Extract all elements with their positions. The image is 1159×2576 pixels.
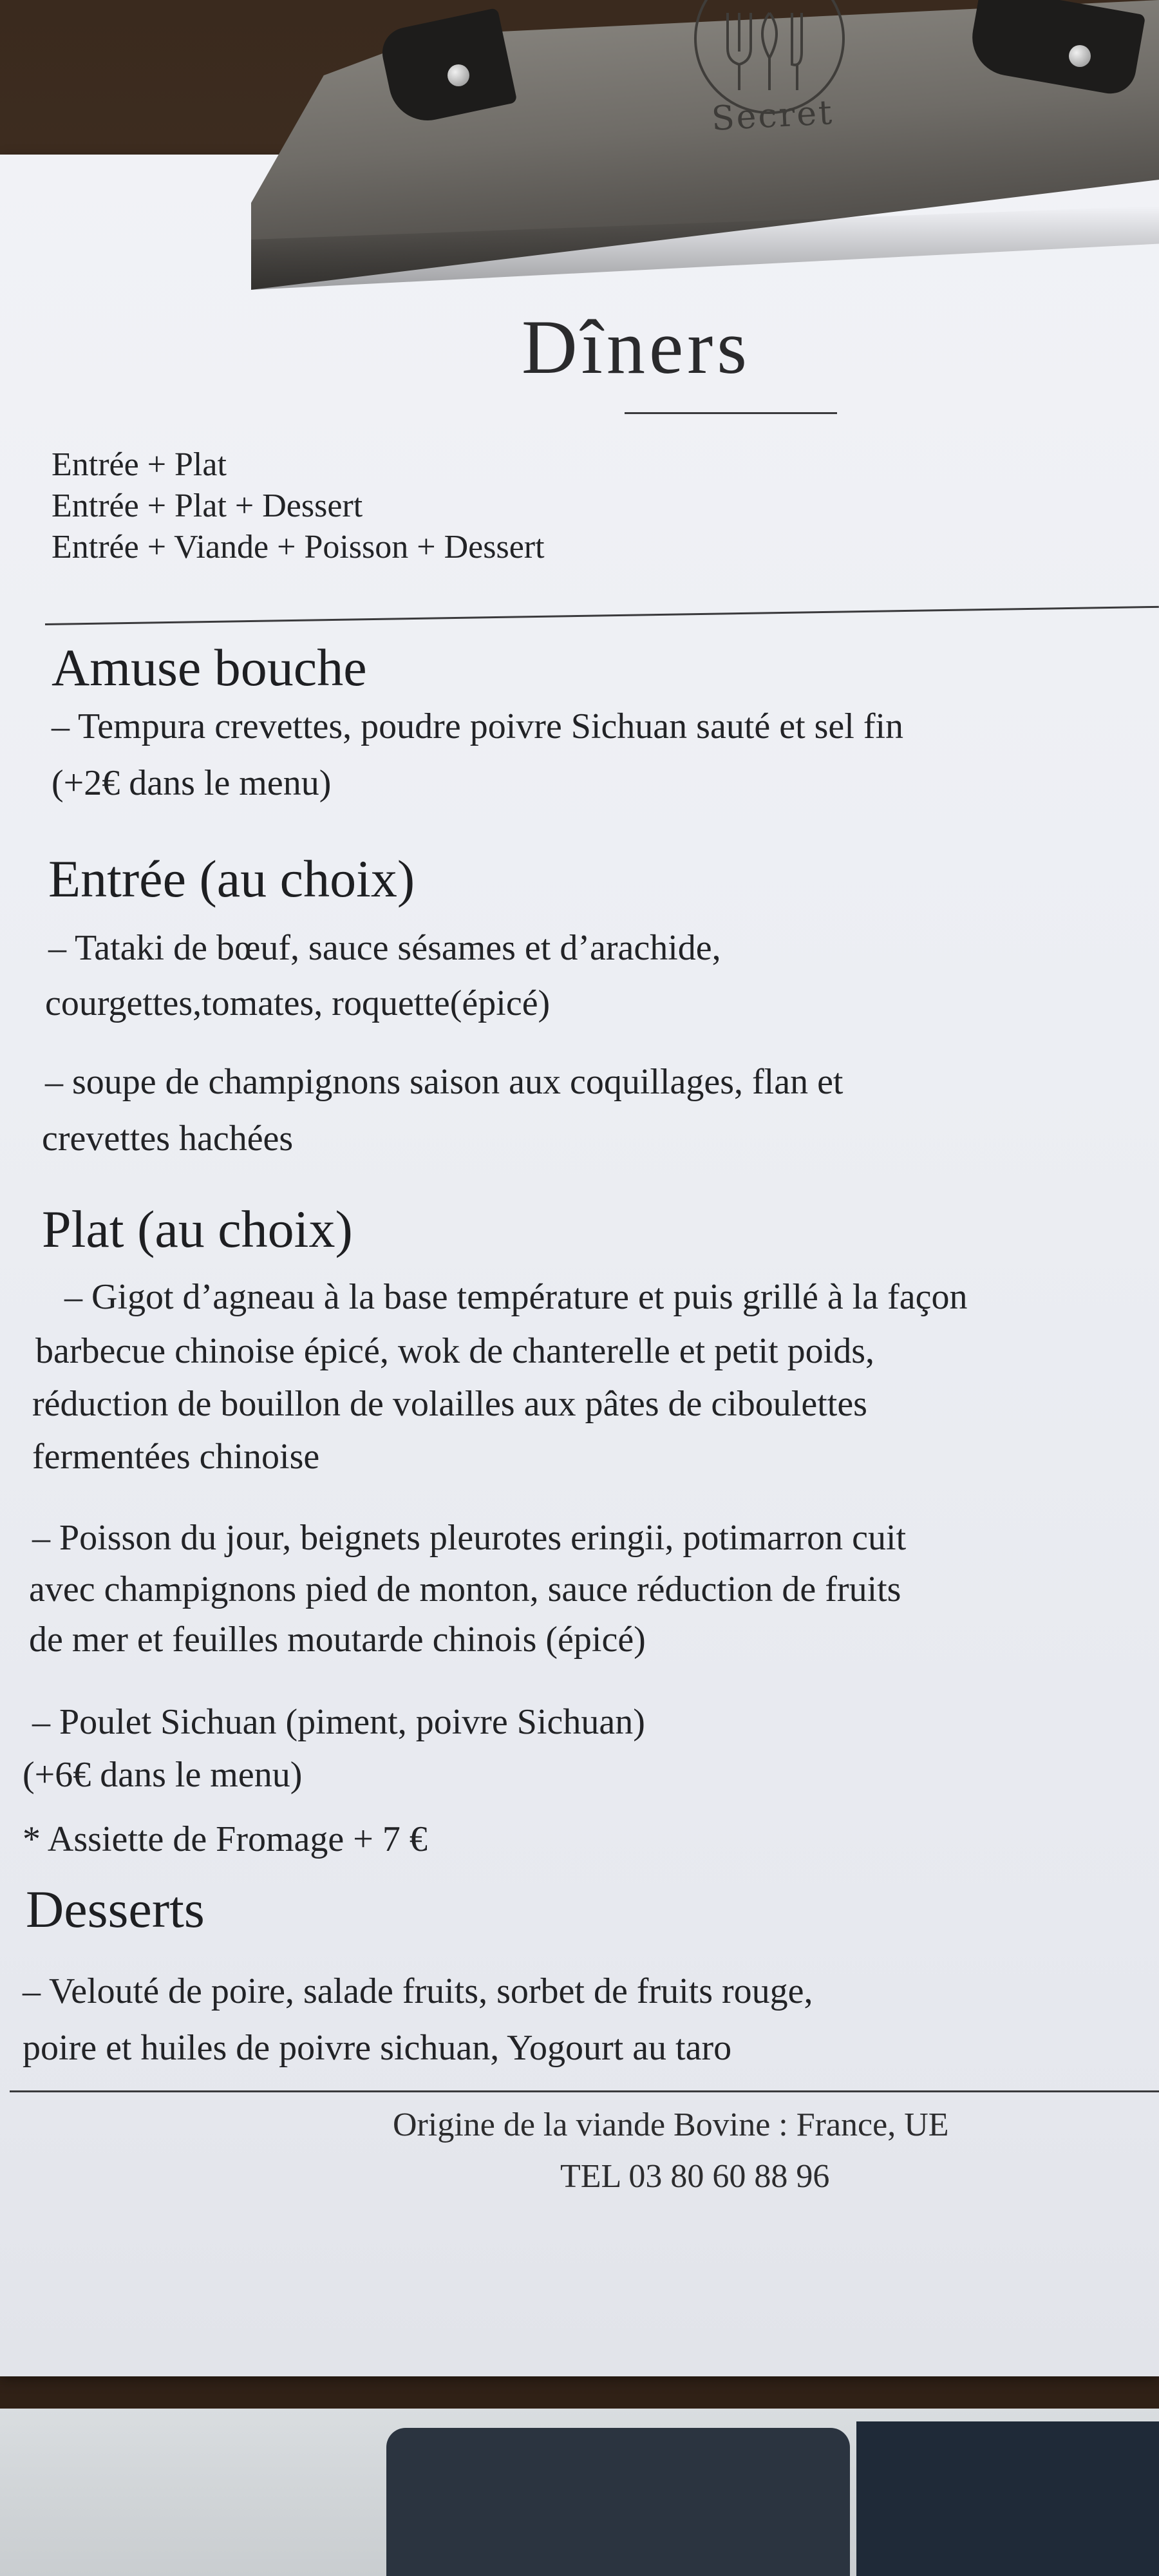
formula-option: Entrée + Plat + Dessert (52, 488, 363, 524)
dish-line: crevettes hachées (42, 1119, 294, 1159)
section-heading-amuse-bouche: Amuse bouche (52, 638, 367, 697)
dish-line: – soupe de champignons saison aux coquillages, flan et (45, 1062, 843, 1102)
clip-bolt-icon (1069, 45, 1091, 67)
formula-option: Entrée + Viande + Poisson + Dessert (52, 529, 545, 565)
dish-price-note: (+2€ dans le menu) (52, 763, 332, 803)
section-heading-plat: Plat (au choix) (42, 1200, 353, 1258)
dish-line: – Tempura crevettes, poudre poivre Sichuan sauté et sel fin (52, 706, 904, 746)
cheese-plate-extra: * Assiette de Fromage + 7 € (23, 1819, 428, 1859)
dish-line: – Poisson du jour, beignets pleurotes eringii, potimarron cuit (32, 1518, 907, 1558)
dish-line: avec champignons pied de monton, sauce réduction de fruits (29, 1569, 901, 1609)
dish-line: – Poulet Sichuan (piment, poivre Sichuan) (32, 1702, 645, 1742)
dish-line: barbecue chinoise épicé, wok de chanterelle et petit poids, (35, 1331, 875, 1371)
title-underline (625, 412, 837, 414)
dish-line: fermentées chinoise (32, 1437, 320, 1477)
dish-line: réduction de bouillon de volailles aux pâtes de ciboulettes (32, 1384, 867, 1424)
clip-brand-text: Secret (710, 93, 835, 138)
dish-line: courgettes,tomates, roquette(épicé) (45, 983, 551, 1023)
formula-option: Entrée + Plat (52, 446, 227, 483)
phone-number: TEL 03 80 60 88 96 (560, 2158, 830, 2195)
person-clothing (386, 2428, 850, 2576)
dish-line: – Gigot d’agneau à la base température et puis grillé à la façon (64, 1277, 968, 1317)
person-clothing-dark (856, 2421, 1159, 2576)
menu-title: Dîners (522, 304, 751, 390)
section-heading-entree: Entrée (au choix) (48, 849, 415, 908)
dish-line: – Tataki de bœuf, sauce sésames et d’arachide, (48, 928, 721, 968)
dish-line: – Velouté de poire, salade fruits, sorbet de fruits rouge, (23, 1971, 813, 2011)
section-heading-desserts: Desserts (26, 1880, 205, 1938)
clip-bolt-icon (448, 64, 469, 86)
meat-origin-note: Origine de la viande Bovine : France, UE (393, 2107, 949, 2143)
dish-line: poire et huiles de poivre sichuan, Yogourt au taro (23, 2028, 732, 2068)
footer-divider (10, 2090, 1159, 2092)
dish-price-note: (+6€ dans le menu) (23, 1755, 303, 1795)
dish-line: de mer et feuilles moutarde chinois (épicé) (29, 1620, 646, 1660)
